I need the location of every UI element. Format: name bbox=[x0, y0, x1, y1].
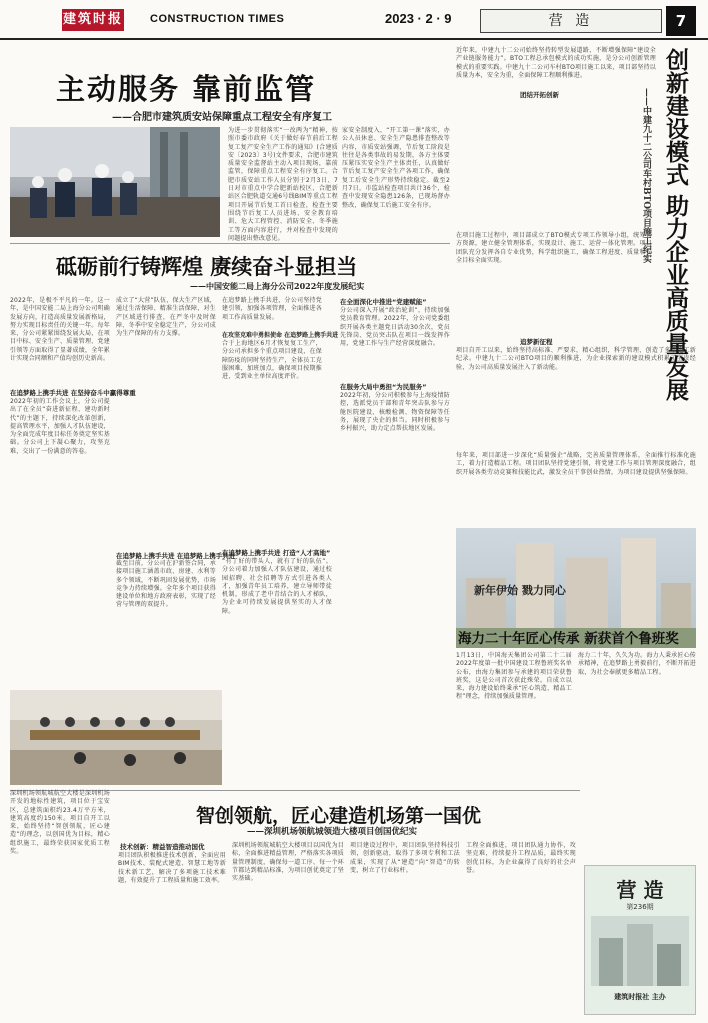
article4-title: 新年伊始 戮力同心 bbox=[474, 584, 566, 597]
article3-heading2: 追梦新征程 bbox=[520, 338, 553, 346]
section-label: 营 造 bbox=[480, 9, 662, 33]
article2-heading1: 在追梦路上携手共进 在坚持奋斗中赢得尊重 bbox=[10, 389, 136, 397]
article2-col1: 2022年，是极不平凡的一年。这一年，是中国安能二局上海分公司明确发展方向，打造高质量发展新格局，努力实现目标责任的关键一年。每年来，分公司紧紧围绕发展大局，在项目中标、安全生产、质量管理、党建引领等方面取得了显著成绩，全年累计实现合同额和产值均创历史新高。 bbox=[10, 297, 110, 363]
article2-heading6: 在追梦路上携手共进 打造“人才高地” bbox=[222, 549, 331, 557]
article3-col1: 近年来，中建九十二公司始终坚持转型发展道路，不断增强保障“建设全产业链服务能力”。BTO工程总承包模式的成功实施，是分公司创新管理模式的重要实践。中建九十二公司车村BTO项目施工以来，项目部坚持以质量为本，安全为重，全面保障工程顺利推进。 bbox=[456, 47, 656, 79]
article1-col1: 为进一步贯彻落实“一改两为”精神，按照市委市政府《关于做好春节前后工程复工复产安全生产工作的通知》(合建质安〔2023〕3号)文件要求，合肥市建筑质量安全监督站主动入项目现场，靠前监管，保障重点工程安全有序复工。合肥市质安站工作人员分别于2月3日、7日对市重点中学合肥新站校区、合肥新站区合肥轨道交通6号线BIM等重点工程项目开展节后复工首日检查，检查主要围绕节后复工人员进场、安全教育培训、危大工程管控、消防安全、冬季施工等方面内容进行，并对检查中发现的问题提出整改意见。 bbox=[228, 127, 338, 242]
article2-photo bbox=[10, 690, 222, 785]
article1-subtitle: ——合肥市建筑质安站保障重点工程安全有序复工 bbox=[112, 112, 332, 123]
section-ad bbox=[584, 865, 696, 1015]
article2-col4: 截至目前，分公司在沪新签合同，承接项目施工涵盖市政、房建、水利等多个领域，不断巩固发展优势，市场竞争力持续增强。全年多个项目获得建设单位和地方政府表彰，实现了经营与管理的双提升。 bbox=[116, 560, 216, 609]
article2-col9: “有了好的带头人，就有了好的队伍”。分公司着力加强人才队伍建设，通过校园招聘、社会招聘等方式引进各类人才，加强青年员工培养，建立导师带徒机制，形成了老中青结合的人才梯队，为企业可持续发展提供坚实的人才保障。 bbox=[222, 558, 332, 615]
article2-col2: 2022年初的工作会议上，分公司提出了在全员“奋进新征程、建功新时代”的主题下，持续深化改革创新，提高管理水平，加强人才队伍建设，为全面完成年度目标任务奠定坚实基础。分公司上下凝心聚力，攻坚克难，交出了一份满意的答卷。 bbox=[10, 398, 110, 455]
article1-photo bbox=[10, 127, 220, 237]
ad-building-illustration bbox=[591, 916, 689, 986]
article3-col2: 在项目施工过程中，项目部成立了BTO模式专项工作领导小组，统筹各方资源，建立健全管理体系，实现设计、施工、运营一体化管理。项目团队充分发挥各自专业优势，科学组织施工，确保工程进度、质量和安全目标全面实现。 bbox=[456, 232, 652, 264]
article2-subtitle: ——中国安能二局上海分公司2022年度发展纪实 bbox=[190, 281, 365, 291]
issue-date: 2023 · 2 · 9 bbox=[385, 11, 452, 26]
article4-col2: 海力二十年，久久为功。海力人秉承匠心传承精神，在追梦路上勇毅前行，不断开拓进取，为社会奉献更多精品工程。 bbox=[578, 652, 696, 676]
article5-col4: 项目建设过程中，项目团队坚持科技引领，创新驱动，取得了多项专利和工法成果，实现了从“建造”向“智造”的转变，树立了行业标杆。 bbox=[350, 842, 460, 874]
divider bbox=[10, 243, 450, 244]
article3-col4: 每年来，项目部进一步深化“质量强企”战略，完善质量管理体系，全面推行标准化施工，着力打造精品工程。项目团队坚持党建引领，将党建工作与项目管理深度融合，组织开展各类劳动竞赛和技能比武，激发全员干事创业热情，为项目建设提供坚强保障。 bbox=[456, 452, 696, 476]
article2-col7: 分公司深入开展“政治轮训”，持续加强党员教育管理。2022年，分公司党委组织开展各类主题党日活动30余次，党员先锋岗、党员突击队在项目一线发挥作用，党建工作与生产经营深度融合。 bbox=[340, 307, 450, 348]
article2-title: 砥砺前行铸辉煌 赓续奋斗显担当 bbox=[56, 254, 358, 279]
article5-col3: 深圳机场领航城航空大楼项目以国优为目标，全面推进精益管理，严格落实各项质量管理制度，确保每一道工序、每一个环节都达到精品标准，为项目创优奠定了坚实基础。 bbox=[232, 842, 344, 883]
article3-heading1: 团结开拓创新 bbox=[520, 91, 559, 99]
article3-col3: 项目自开工以来，始终坚持高标准、严要求，精心组织，科学管理，创造了多项施工新纪录。中建九十二公司BTO项目的顺利推进，为企业探索新的建设模式积累了宝贵经验，为公司高质量发展注入了新动能。 bbox=[456, 347, 696, 371]
article4-subtitle: 海力二十年匠心传承 新获首个鲁班奖 bbox=[458, 631, 679, 647]
article2-heading4: 在全面深化中推进“党建赋能” bbox=[340, 298, 427, 306]
article2-col8: 2022年初，分公司积极参与上海疫情防控，选派党员干部和青年突击队参与方舱医院建设、核酸检测、物资保障等任务，展现了央企的担当。同时积极参与乡村振兴，助力定点帮扶地区发展。 bbox=[340, 392, 450, 433]
article5-col1: 深圳机场领航城航空大楼是深圳机场开发的地标性建筑，项目位于宝安区，总建筑面积约23.4万平方米，建筑高度约150米。项目自开工以来，始终坚持“智创领航，匠心建造”的理念，以创国优为目标，精心组织施工，最终荣获国家优质工程奖。 bbox=[10, 790, 110, 856]
masthead bbox=[0, 0, 708, 40]
newspaper-logo: 建筑时报 bbox=[62, 9, 124, 31]
article1-title: 主动服务 靠前监管 bbox=[56, 72, 317, 106]
page-number: 7 bbox=[666, 6, 696, 36]
article1-col2: 家安全制度入，“开工第一课”落实，办公人员休息、安全生产隐患排查整改等内容，市质安站强调，节后复工阶段是往往是各类事故的易发期，各方主体要压紧压实安全生产主体责任，认真做好节后复工复产安全生产各项工作，确保复工后安全生产形势持续稳定。截至2月7日，市监站检查项目共计36个，检查中发现安全隐患126条，已现场督办整改，确保复工后施工安全有序。 bbox=[342, 127, 450, 209]
article2-col3: 成立了“大营”队伍，保大生产区域，通过生活保障、精准生活保障，对生产区域进行排查，在严冬中及时保障、冬季中安全稳定生产，分公司成为生产保障的有力支撑。 bbox=[116, 297, 216, 338]
article5-heading1: 技术创新：精益智造推动国优 bbox=[120, 843, 205, 851]
article5-title: 智创领航，匠心建造机场第一国优 bbox=[196, 805, 482, 827]
paper-name: CONSTRUCTION TIMES bbox=[150, 13, 285, 25]
article5-col5: 工程全面推进，项目团队通力协作，攻坚克难，持续提升工程品质，最终实现创优目标，为企业赢得了良好的社会声誉。 bbox=[466, 842, 576, 874]
article4-col1: 1月13日，中国海天集团公司第二十二届2022年度第一批中国建设工程鲁班奖名单公布，由海力集团参与承建的项目荣获鲁班奖，这是公司首次获此殊荣。自成立以来，海力建设始终秉承“匠心筑造、精品工程”理念，持续加强质量管理。 bbox=[456, 652, 572, 701]
article5-col2: 项目团队积极推进技术创新，全面应用BIM技术、装配式建造、智慧工地等新技术新工艺，解决了多项施工技术难题，有效提升了工程质量和施工效率。 bbox=[118, 852, 226, 884]
article2-heading3: 在攻坚克难中勇担使命 在追梦路上携手共进 bbox=[222, 332, 339, 339]
article3-title: 创新建设模式 助力企业高质量发展 bbox=[662, 48, 689, 402]
article2-heading5: 在服务大局中勇担“为民服务” bbox=[340, 383, 427, 391]
article2-col6: 合于上海地区6月才恢复复工生产，分公司承担多个重点项目建设，在保障防疫的同时坚持生产，全体员工克服困难，加班加点，确保项目按期推进，受到业主单位高度评价。 bbox=[222, 340, 322, 381]
article2-heading2: 在追梦路上携手共进 在追梦路上携手共进 bbox=[116, 552, 236, 560]
article2-col5: 在追梦路上携手共进，分公司坚持党建引领，加强各项管理，全面推进各项工作高质量发展。 bbox=[222, 297, 322, 321]
article5-subtitle: ——深圳机场领航城领造大楼项目创国优纪实 bbox=[247, 827, 418, 837]
ad-section-title: 营 造 bbox=[616, 878, 664, 902]
article3-subtitle: ——中建九十二公司车村BTO项目施工纪实 bbox=[641, 88, 651, 264]
ad-caption: 建筑时报社 主办 bbox=[614, 993, 666, 1001]
ad-issue: 第236期 bbox=[626, 903, 654, 911]
